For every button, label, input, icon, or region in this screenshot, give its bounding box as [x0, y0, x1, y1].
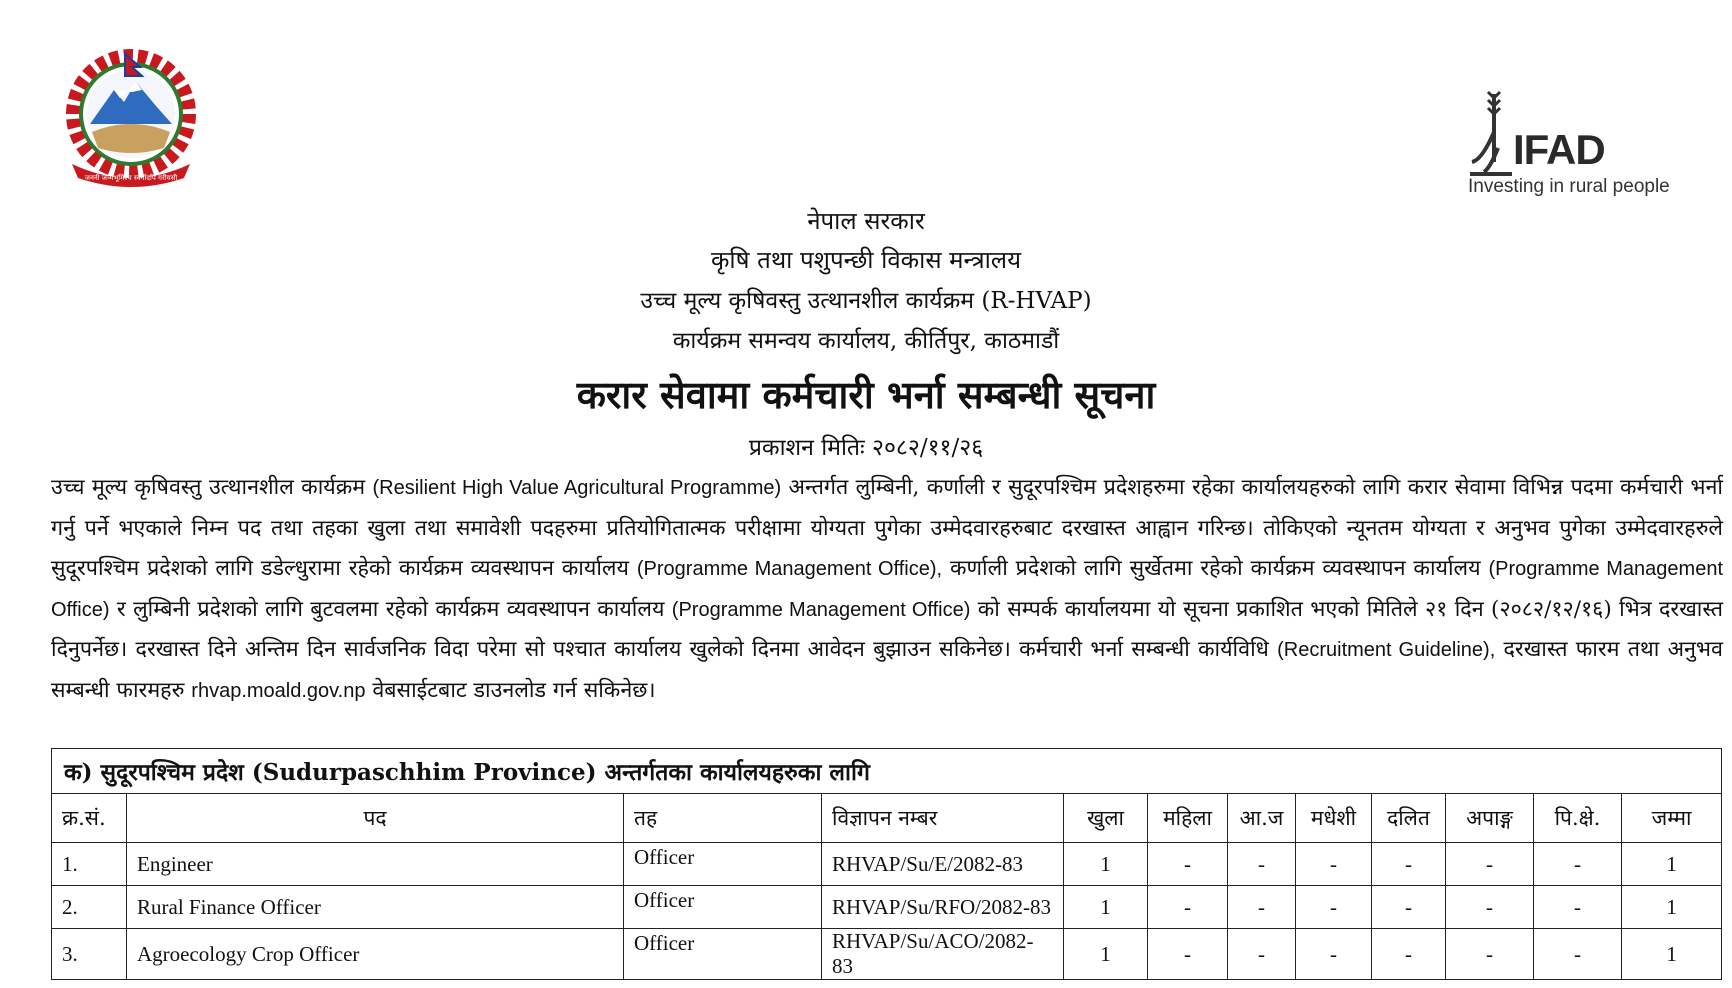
cell-open: 1	[1064, 929, 1148, 980]
body-text-segment: उच्च मूल्य कृषिवस्तु उत्थानशील कार्यक्रम	[51, 475, 373, 500]
cell-disabled: -	[1446, 886, 1534, 929]
cell-dalit: -	[1372, 843, 1446, 886]
body-text-segment: (Recruitment Guideline),	[1277, 639, 1496, 661]
body-text-segment: र लुम्बिनी प्रदेशको लागि बुटवलमा रहेको कार्यक्रम व्यवस्थापन कार्यालय	[109, 596, 672, 622]
government-name: नेपाल सरकार	[807, 207, 925, 235]
cell-total: 1	[1622, 886, 1722, 929]
body-text-segment: (Programme Management Office)	[51, 558, 1723, 621]
cell-post: Agroecology Crop Officer	[127, 929, 624, 980]
cell-level: Officer	[624, 929, 822, 980]
cell-disabled: -	[1446, 843, 1534, 886]
ministry-name: कृषि तथा पशुपन्छी विकास मन्त्रालय	[711, 246, 1021, 274]
col-header: तह	[624, 794, 822, 843]
cell-adv-number: RHVAP/Su/RFO/2082-83	[822, 886, 1064, 929]
cell-women: -	[1148, 886, 1228, 929]
col-header: अपाङ्ग	[1446, 794, 1534, 843]
ifad-wheat-icon	[1468, 88, 1516, 178]
col-header: आ.ज	[1228, 794, 1296, 843]
body-text-segment: अन्तर्गत लुम्बिनी, कर्णाली र सुदूरपश्चिम प्रदेशहरुमा रहेका कार्यालयहरुको लागि करार सेवामा विभिन्न पदमा कर्मचारी भर्ना गर्नु पर्ने भएकाले निम्न पद तथा तहका खुला तथा समावेशी पदहरुमा प्रतियोगितात्मक परीक्षामा योग्यता पुगेका उम्मेदवारहरुबाट दरखास्त आह्वान गरिन्छ। तोकिएको न्यूनतम योग्यता र अनुभव पुगेका उम्मेदवारहरुले सुदूरपश्चिम प्रदेशको लागि डडेल्धुरामा रहेको कार्यक्रम व्यवस्थापन कार्यालय	[51, 475, 1723, 581]
cell-post: Engineer	[127, 843, 624, 886]
col-header: महिला	[1148, 794, 1228, 843]
body-text-segment: (Programme Management Office),	[636, 558, 943, 580]
notice-title: करार सेवामा कर्मचारी भर्ना सम्बन्धी सूचना	[576, 372, 1156, 417]
ifad-logo	[1468, 88, 1698, 198]
cell-sn: 1.	[52, 843, 127, 886]
cell-post: Rural Finance Officer	[127, 886, 624, 929]
body-text-segment: (Programme Management Office)	[671, 598, 971, 621]
table-row	[52, 843, 1722, 886]
publication-date: प्रकाशन मितिः २०८२/११/२६	[748, 435, 984, 461]
cell-level: Officer	[624, 843, 822, 886]
cell-madhesi: -	[1296, 886, 1372, 929]
ifad-wordmark: IFAD	[1513, 126, 1605, 173]
cell-level: Officer	[624, 886, 822, 929]
cell-aj: -	[1228, 843, 1296, 886]
cell-women: -	[1148, 929, 1228, 980]
cell-aj: -	[1228, 929, 1296, 980]
cell-backward: -	[1534, 929, 1622, 980]
body-text-segment: कर्णाली प्रदेशको लागि सुर्खेतमा रहेको कार्यक्रम व्यवस्थापन कार्यालय	[942, 556, 1489, 581]
section-title: क) सुदूरपश्चिम प्रदेश (Sudurpaschhim Province) अन्तर्गतका कार्यालयहरुका लागि	[52, 749, 1722, 794]
program-name: उच्च मूल्य कृषिवस्तु उत्थानशील कार्यक्रम (R-HVAP)	[640, 288, 1092, 314]
table-header-row	[52, 794, 1722, 843]
cell-backward: -	[1534, 886, 1622, 929]
table-row	[52, 929, 1722, 980]
office-name: कार्यक्रम समन्वय कार्यालय, कीर्तिपुर, काठमाडौं	[672, 328, 1060, 354]
emblem-motto: जननी जन्मभूमिश्च स्वर्गादपि गरीयसी	[84, 174, 178, 182]
ifad-tagline: Investing in rural people	[1468, 176, 1670, 197]
table-section-row	[52, 749, 1722, 794]
col-header: पद	[127, 794, 624, 843]
cell-open: 1	[1064, 843, 1148, 886]
notice-body	[51, 468, 1723, 711]
cell-women: -	[1148, 843, 1228, 886]
cell-open: 1	[1064, 886, 1148, 929]
col-header: पि.क्षे.	[1534, 794, 1622, 843]
cell-madhesi: -	[1296, 843, 1372, 886]
col-header: क्र.सं.	[52, 794, 127, 843]
cell-madhesi: -	[1296, 929, 1372, 980]
cell-sn: 3.	[52, 929, 127, 980]
cell-aj: -	[1228, 886, 1296, 929]
col-header: खुला	[1064, 794, 1148, 843]
vacancy-table	[51, 748, 1722, 980]
cell-dalit: -	[1372, 929, 1446, 980]
nepal-government-emblem-icon	[52, 46, 210, 188]
col-header: जम्मा	[1622, 794, 1722, 843]
body-text-segment: दरखास्त फारम तथा अनुभव सम्बन्धी फारमहरु	[51, 637, 1723, 703]
cell-adv-number: RHVAP/Su/E/2082-83	[822, 843, 1064, 886]
table-row	[52, 886, 1722, 929]
body-text-segment: (Resilient High Value Agricultural Programme)	[372, 477, 782, 499]
cell-dalit: -	[1372, 886, 1446, 929]
col-header: विज्ञापन नम्बर	[822, 794, 1064, 843]
cell-disabled: -	[1446, 929, 1534, 980]
website-text: rhvap.moald.gov.np	[191, 679, 366, 702]
col-header: दलित	[1372, 794, 1446, 843]
cell-backward: -	[1534, 843, 1622, 886]
cell-total: 1	[1622, 929, 1722, 980]
body-text-segment: वेबसाईटबाट डाउनलोड गर्न सकिनेछ।	[365, 677, 656, 703]
body-text-segment: को सम्पर्क कार्यालयमा यो सूचना प्रकाशित भएको मितिले २१ दिन (२०८२/१२/१६) भित्र दरखास्त दिनुपर्नेछ। दरखास्त दिने अन्तिम दिन सार्वजनिक विदा परेमा सो पश्चात कार्यालय खुलेको दिनमा आवेदन बुझाउन सकिनेछ। कर्मचारी भर्ना सम्बन्धी कार्यविधि	[51, 596, 1723, 662]
cell-total: 1	[1622, 843, 1722, 886]
cell-sn: 2.	[52, 886, 127, 929]
col-header: मधेशी	[1296, 794, 1372, 843]
cell-adv-number: RHVAP/Su/ACO/2082-83	[822, 929, 1064, 980]
